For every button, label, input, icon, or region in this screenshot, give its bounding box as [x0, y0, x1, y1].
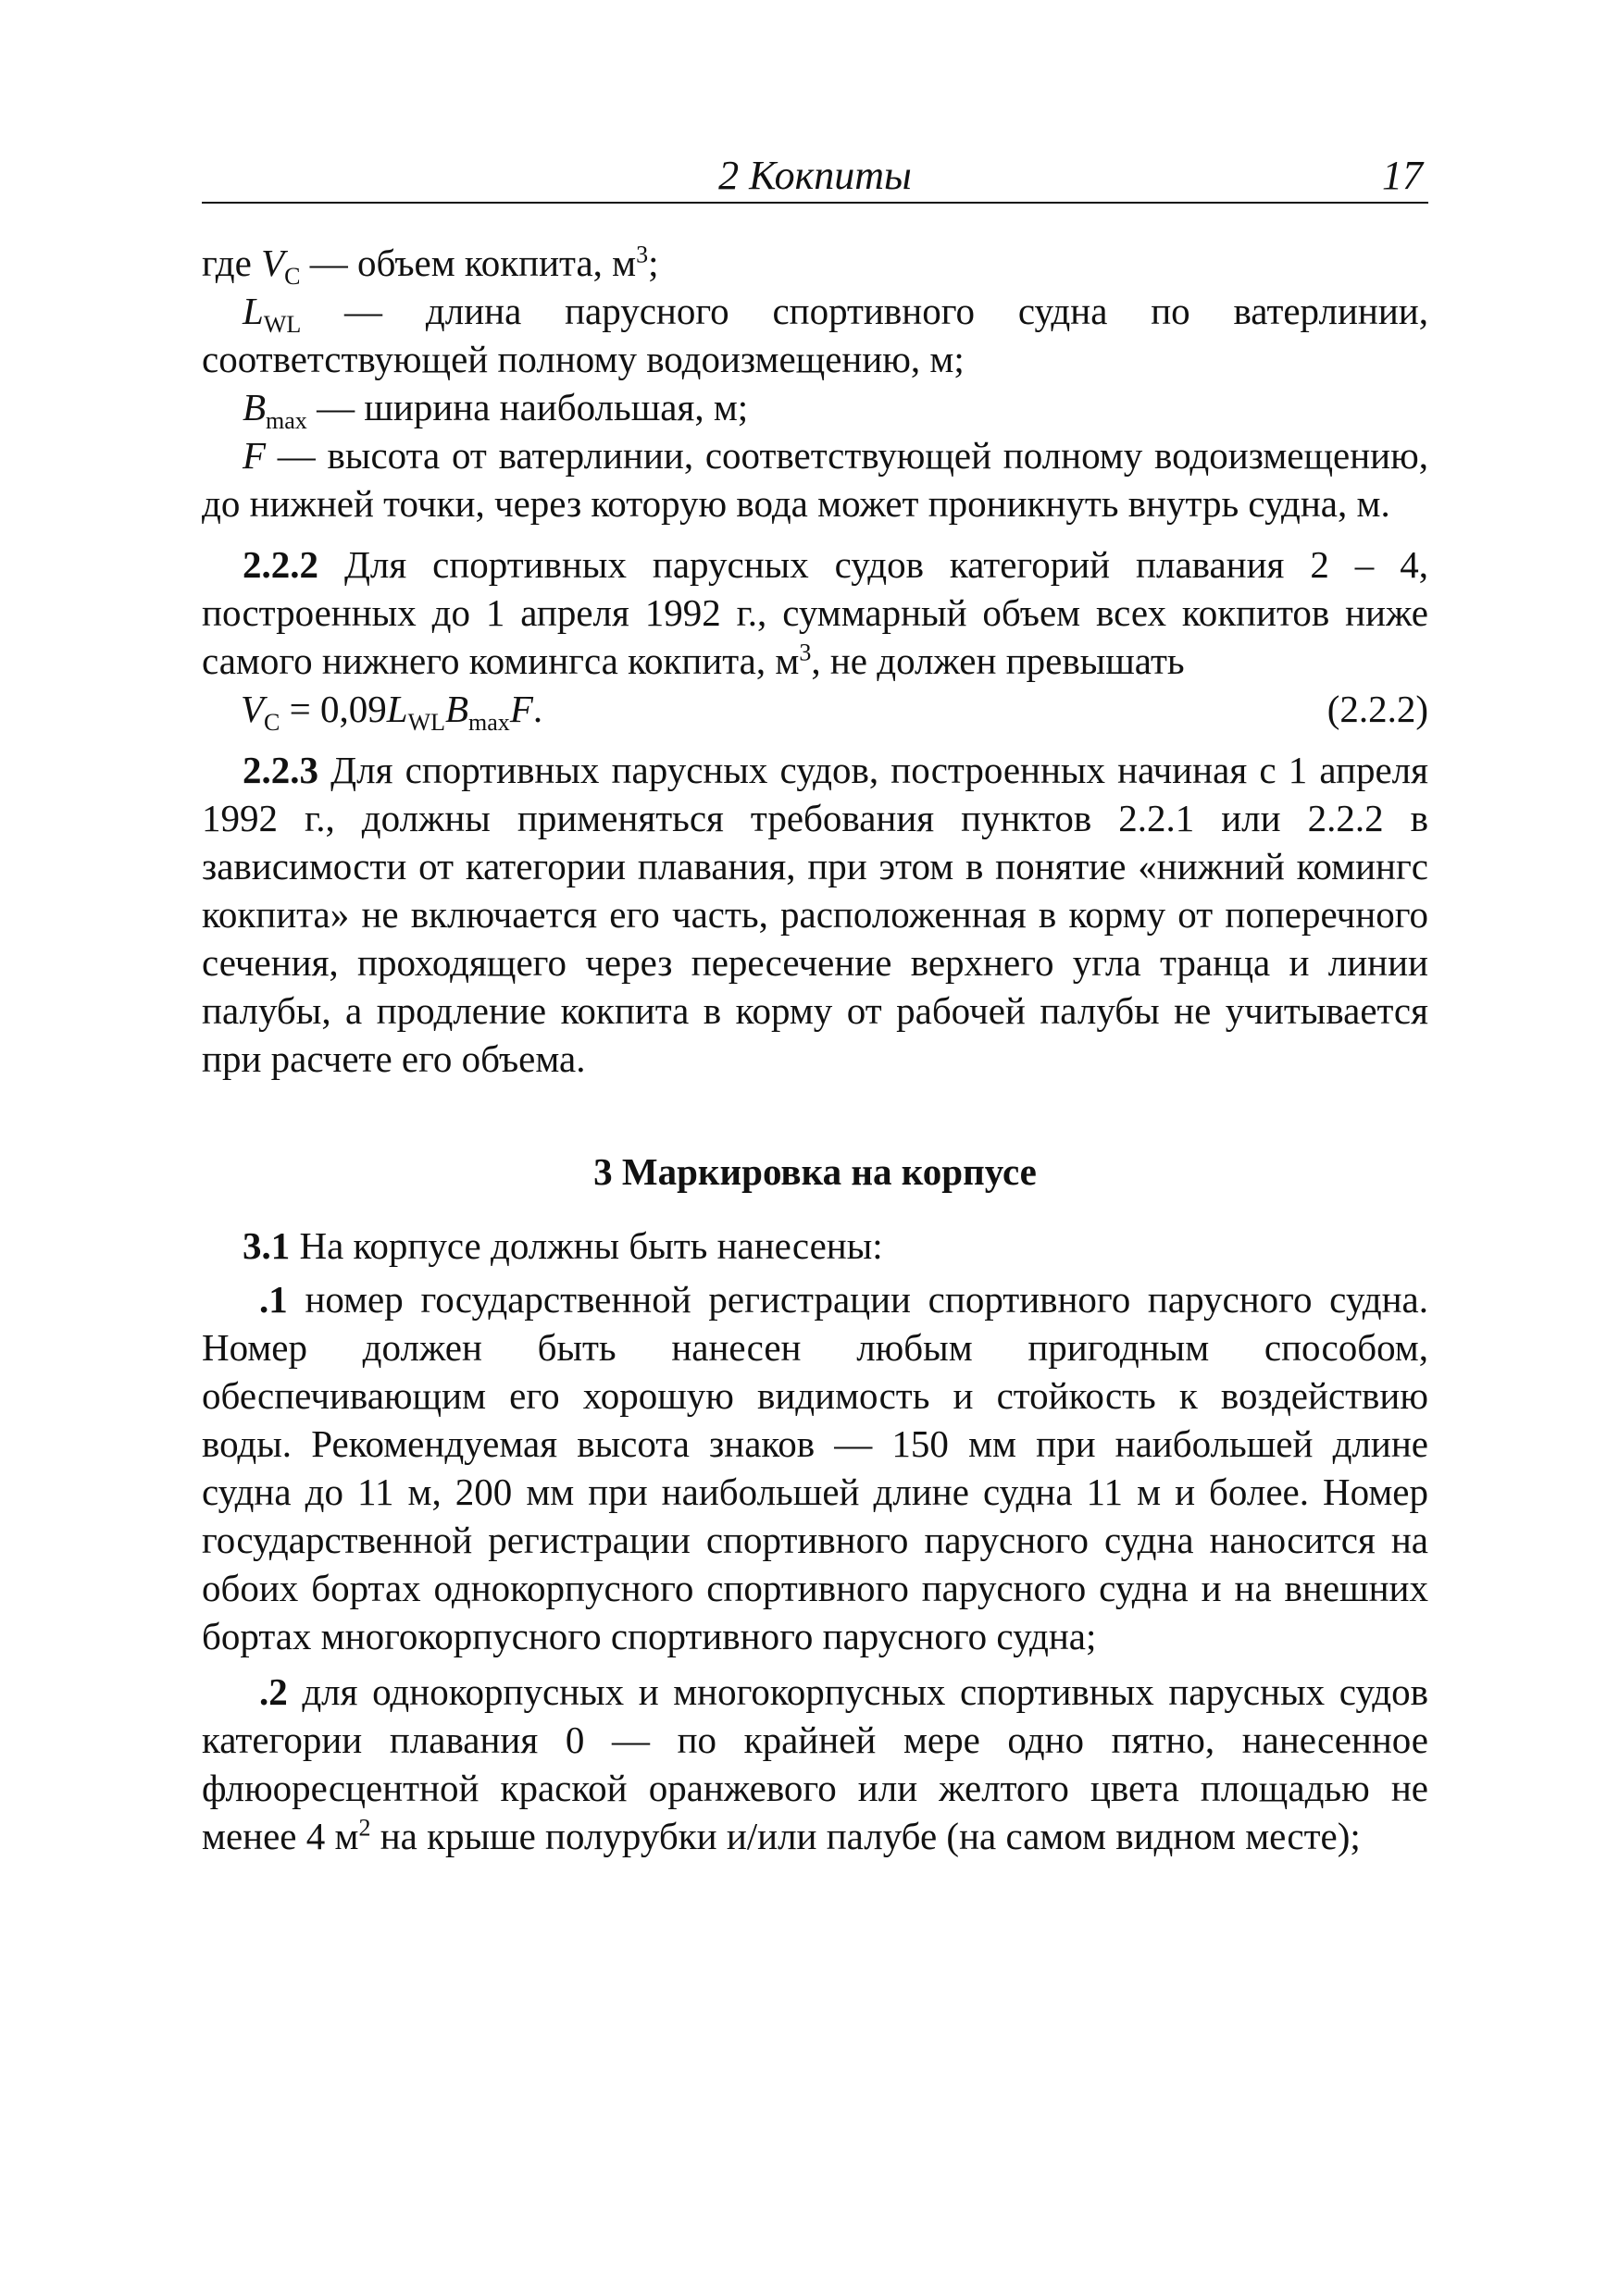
def-vc-text: — объем кокпита, м — [300, 242, 637, 284]
var-v-sub: C — [284, 263, 301, 291]
formula-eq: = 0,09 — [280, 688, 387, 730]
formula-v: V — [241, 688, 265, 730]
formula-f: F — [509, 688, 533, 730]
formula-b-sub: max — [468, 709, 510, 737]
def-bmax-text: — ширина наибольшая, м; — [306, 386, 749, 428]
paragraph-2-2-3 — [202, 746, 1428, 1083]
def-lwl — [202, 287, 1428, 383]
formula-b: B — [445, 688, 469, 730]
formula-v-sub: C — [264, 709, 280, 737]
header-section-title: 2 Кокпиты — [718, 153, 912, 198]
paragraph-2-2-2 — [202, 540, 1428, 685]
item-text-end: на крыше полурубки и/или палубе (на самом видном месте); — [370, 1815, 1361, 1857]
para-text: Для спортивных парусных судов, построенных начиная с 1 апреля 1992 г., должны применяться требования пунктов 2.2.1 или 2.2.2 в зависимости от категории плавания, при этом в понятие «нижний комингс кокпита» не включается его часть, расположенная в корму от поперечного сечения, проходящего через пересечение верхнего угла транца и линии палубы, а продление кокпита в корму от рабочей палубы не учитывается при расчете его объема. — [202, 749, 1428, 1080]
def-f — [202, 431, 1428, 527]
list-item-2 — [202, 1668, 1428, 1860]
def-prefix: где — [202, 242, 262, 284]
para-number: 3.1 — [243, 1224, 291, 1267]
item-text: для однокорпусных и многокорпусных спортивных парусных судов категории плавания 0 — по крайней мере одно пятно, нанесенное флюоресцентной краской оранжевого или желтого цвета площадью не менее 4 м — [202, 1670, 1428, 1857]
def-bmax — [202, 383, 1428, 435]
def-lwl-text: — длина парусного спортивного судна по ватерлинии, соответствующей полному водоизмещению, м; — [202, 290, 1428, 380]
def-vc-sup: 3 — [636, 241, 649, 268]
var-f: F — [243, 434, 267, 477]
list-item-1 — [202, 1275, 1428, 1660]
item-sup: 2 — [358, 1814, 371, 1842]
var-l: L — [243, 290, 264, 332]
var-b: B — [243, 386, 267, 428]
formula-dot: . — [532, 688, 543, 730]
formula-number: (2.2.2) — [1326, 688, 1428, 730]
para-text: Для спортивных парусных судов категорий плавания 2 – 4, построенных до 1 апреля 1992 г., суммарный объем всех кокпитов ниже самого нижнего комингса кокпита, м — [202, 543, 1428, 682]
def-vc — [202, 239, 1428, 291]
para-number: 2.2.2 — [243, 543, 318, 586]
paragraph-3-1 — [202, 1222, 1428, 1270]
para-text-end: , не должен превышать — [811, 639, 1185, 682]
formula-2-2-2 — [202, 685, 1428, 737]
para-text: На корпусе должны быть нанесены: — [290, 1224, 883, 1267]
page-number: 17 — [1382, 153, 1423, 198]
var-b-sub: max — [266, 407, 307, 435]
para-sup: 3 — [799, 639, 812, 666]
var-l-sub: WL — [263, 311, 302, 339]
item-number: .1 — [259, 1278, 288, 1321]
formula-l: L — [386, 688, 408, 730]
section-heading: 3 Маркировка на корпусе — [593, 1150, 1037, 1193]
def-f-text: — высота от ватерлинии, соответствующей полному водоизмещению, до нижней точки, через которую вода может проникнуть внутрь судна, м. — [202, 434, 1428, 525]
page-body — [202, 239, 1428, 1860]
var-v: V — [261, 242, 285, 284]
running-header — [202, 150, 1428, 204]
def-vc-end: ; — [648, 242, 659, 284]
item-number: .2 — [259, 1670, 288, 1713]
formula-l-sub: WL — [407, 709, 445, 737]
para-number: 2.2.3 — [243, 749, 318, 791]
item-text: номер государственной регистрации спортивного парусного судна. Номер должен быть нанесен любым пригодным способом, обеспечивающим его хорошую видимость и стойкость к воздействию воды. Рекомендуемая высота знаков — 150 мм при наибольшей длине судна до 11 м, 200 мм при наибольшей длине судна 11 м и более. Номер государственной регистрации спортивного парусного судна наносится на обоих бортах однокорпусного спортивного парусного судна и на внешних бортах многокорпусного спортивного парусного судна; — [202, 1278, 1428, 1657]
